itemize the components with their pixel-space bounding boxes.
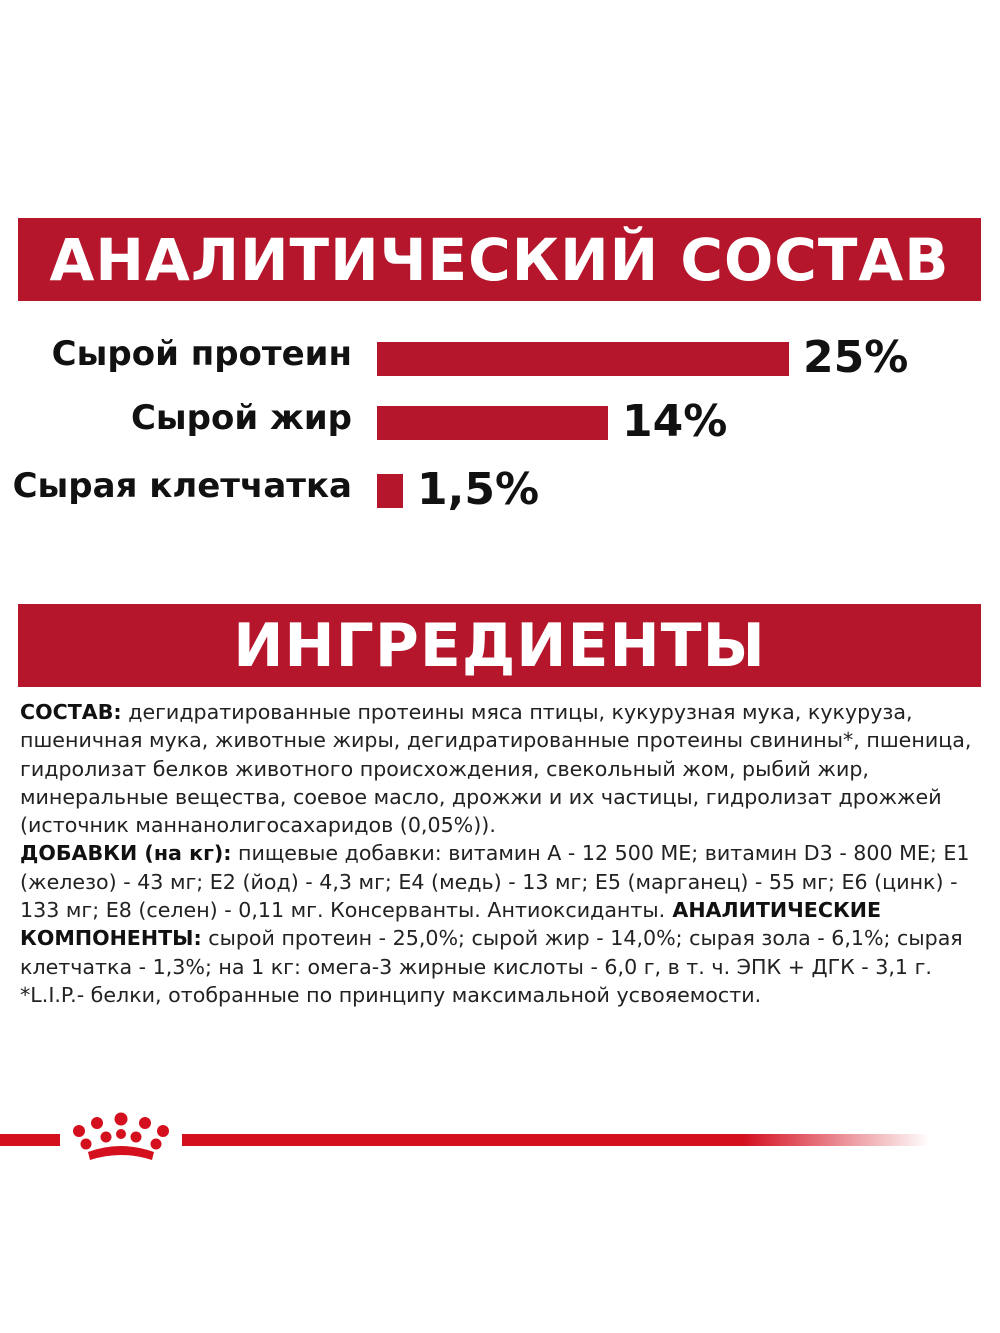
footer-line-left [0,1134,60,1146]
analytic-components-text: сырой протеин - 25,0%; сырой жир - 14,0%; сырая зола - 6,1%; сырая клетчатка - 1,3%; на 1 кг: омега-3 жирные кислоты - 6,0 г, в т. ч. ЭПК + ДГК - 3,1 г. [20,926,963,979]
bar-category-label: Сырой жир [130,398,352,438]
bar-value-label: 1,5% [417,464,540,515]
ingredients-text-block [20,698,980,1009]
analytic-components-label: АНАЛИТИЧЕСКИЕ КОМПОНЕНТЫ: [20,898,882,951]
additives-label: ДОБАВКИ (на кг): [20,841,232,866]
bar-category-label: Сырая клетчатка [12,466,352,506]
analytic-composition-title: АНАЛИТИЧЕСКИЙ СОСТАВ [49,225,950,294]
bar-value-label: 25% [803,332,909,383]
bar [377,406,608,440]
composition-label: СОСТАВ: [20,700,122,724]
analytic-composition-banner [18,218,981,301]
composition-text: дегидратированные протеины мяса птицы, кукурузная мука, кукуруза, пшеничная мука, животные жиры, дегидратированные протеины свинины*, пшеница, гидролизат белков животного происхождения, свекольный жом, рыбий жир, минеральные вещества, соевое масло, дрожжи и их частицы, гидролизат дрожжей (источник маннанолигосахаридов (0,05%)). [20,700,972,838]
royal-canin-crown-icon [66,1110,176,1166]
bar-value-label: 14% [622,396,728,447]
ingredients-banner [18,604,981,687]
ingredients-title: ИНГРЕДИЕНТЫ [233,610,766,681]
additives-text: пищевые добавки: витамин А - 12 500 МЕ; витамин D3 - 800 МЕ; Е1 (железо) - 43 мг; Е2 (йод) - 4,3 мг; Е4 (медь) - 13 мг; Е5 (марганец) - 55 мг; Е6 (цинк) - 133 мг; Е8 (селен) - 0,11 мг. Консерванты. Антиоксиданты. [20,841,970,923]
lip-footnote: *L.I.P.- белки, отобранные по принципу максимальной усвояемости. [20,982,762,1007]
bar [377,474,403,508]
footer-line-right [182,1134,930,1146]
bar-category-label: Сырой протеин [51,334,352,374]
bar [377,342,789,376]
analytic-bar-chart [0,330,1000,520]
